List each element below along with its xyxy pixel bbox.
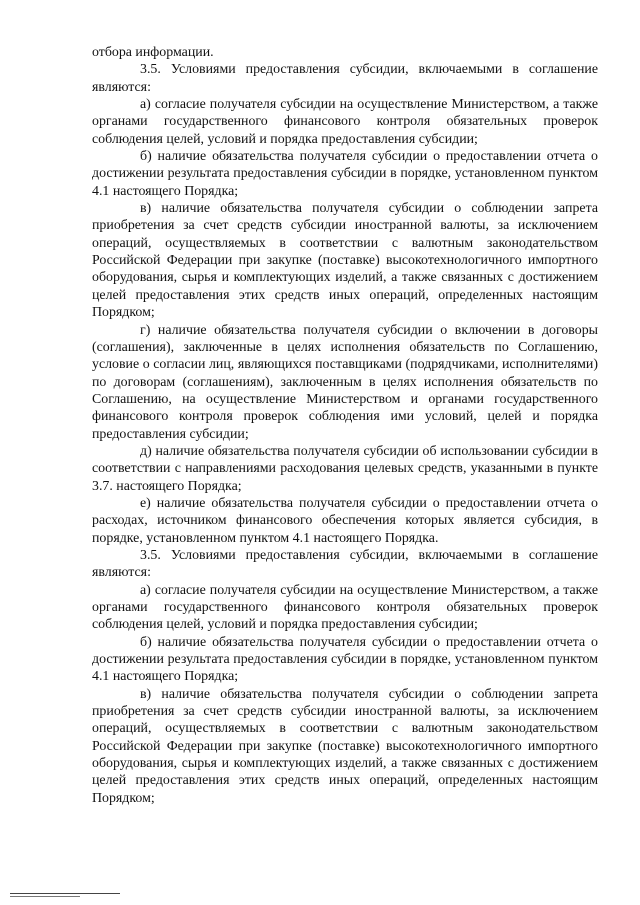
paragraph-item-a-repeat: а) согласие получателя субсидии на осуществление Министерством, а также органами государственного финансового контроля обязательных проверок соблюдения целей, условий и порядка предоставления субсидии; [92,582,598,633]
paragraph-item-d: д) наличие обязательства получателя субсидии об использовании субсидии в соответствии с направлениями расходования целевых средств, указанными в пункте 3.7. настоящего Порядка; [92,443,598,494]
paragraph-item-e: е) наличие обязательства получателя субсидии о предоставлении отчета о расходах, источником финансового обеспечения которых является субсидия, в порядке, установленном пунктом 4.1 настоящего Порядка. [92,495,598,546]
footer-scan-line [10,893,120,894]
paragraph-item-v-repeat: в) наличие обязательства получателя субсидии о соблюдении запрета приобретения за счет средств субсидии иностранной валюты, за исключением операций, осуществляемых в соответствии с валютным законодательством Российской Федерации при закупке (поставке) высокотехнологичного импортного оборудования, сырья и комплектующих изделий, а также связанных с достижением целей предоставления этих средств иных операций, определенных настоящим Порядком; [92,686,598,806]
paragraph-item-g: г) наличие обязательства получателя субсидии о включении в договоры (соглашения), заключенные в целях исполнения обязательств по Соглашению, условие о согласии лиц, являющихся поставщиками (подрядчиками, исполнителями) по договорам (соглашениям), заключенным в целях исполнения обязательств по Соглашению, на осуществление Министерством и органами государственного финансового контроля проверок соблюдения ими условий, целей и порядка предоставления субсидии; [92,322,598,442]
paragraph-item-a: а) согласие получателя субсидии на осуществление Министерством, а также органами государственного финансового контроля обязательных проверок соблюдения целей, условий и порядка предоставления субсидии; [92,97,598,147]
document-body [92,44,598,807]
paragraph-continuation: отбора информации. [92,45,214,60]
paragraph-item-b: б) наличие обязательства получателя субсидии о предоставлении отчета о достижении результата предоставления субсидии в порядке, установленном пунктом 4.1 настоящего Порядка; [92,149,598,199]
footer-scan-line-secondary [10,896,80,897]
paragraph-3-5-heading-repeat: 3.5. Условиями предоставления субсидии, включаемыми в соглашение являются: [92,547,598,581]
paragraph-3-5-heading: 3.5. Условиями предоставления субсидии, включаемыми в соглашение являются: [92,62,598,95]
paragraph-item-v: в) наличие обязательства получателя субсидии о соблюдении запрета приобретения за счет средств субсидии иностранной валюты, за исключением операций, осуществляемых в соответствии с валютным законодательством Российской Федерации при закупке (поставке) высокотехнологичного импортного оборудования, сырья и комплектующих изделий, а также связанных с достижением целей предоставления этих средств иных операций, определенных настоящим Порядком; [92,201,598,321]
paragraph-item-b-repeat: б) наличие обязательства получателя субсидии о предоставлении отчета о достижении результата предоставления субсидии в порядке, установленном пунктом 4.1 настоящего Порядка; [92,634,598,685]
